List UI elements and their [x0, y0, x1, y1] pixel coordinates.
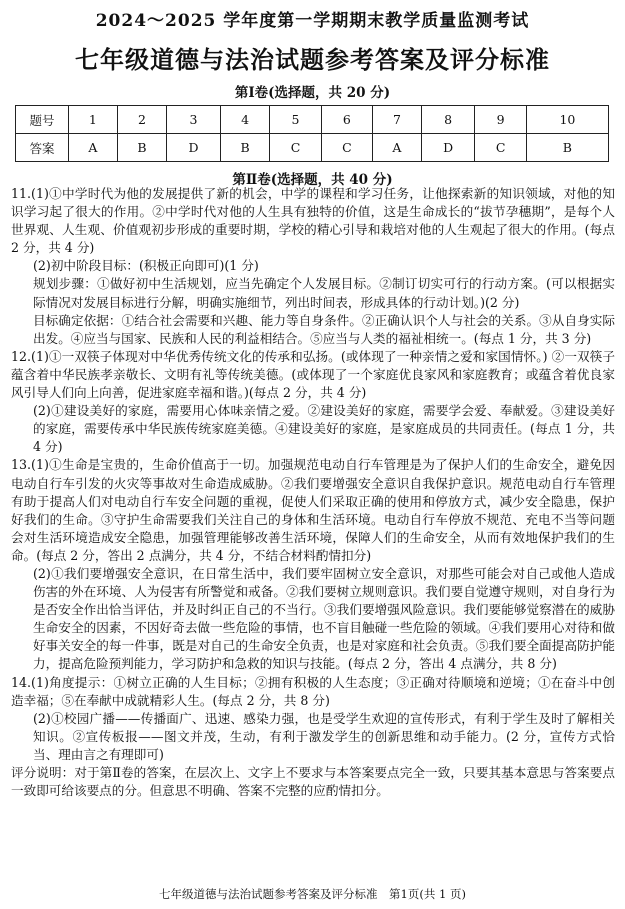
- scoring-note: 评分说明：对于第Ⅱ卷的答案，在层次上、文字上不要求与本答案要点完全一致，只要其基本意思与答案要点一致即可给该要点的分。但意思不明确、答案不完整的应酌情扣分。: [11, 765, 615, 799]
- q14-part1: [11, 674, 615, 710]
- q14-number: 14.: [11, 674, 32, 690]
- question-number: 9: [475, 106, 526, 134]
- q13-part1: [11, 456, 615, 565]
- q11-text-1: (1)①中学时代为他的发展提供了新的机会，中学的课程和学习任务，让他探索新的知识领域，对他的知识学习起了很大的作用。②中学时代对他的人生具有独特的价值，这是生命成长的“拔节孕穗期”，是每个人世界观、人生观、价值观初步形成的重要时期，学校的精心引导和栽培对他的人生观起了很大的作用。(每点 2 分，共 4 分): [11, 186, 615, 256]
- q11-number: 11.: [11, 186, 32, 201]
- question-number: 6: [321, 106, 372, 134]
- answer-cell: C: [475, 134, 526, 162]
- exam-title: 2024～2025 学年度第一学期期末教学质量监测考试: [95, 11, 530, 31]
- q12-number: 12.: [11, 348, 32, 364]
- answer-cell: D: [167, 134, 221, 162]
- document-title: 七年级道德与法治试题参考答案及评分标准: [75, 45, 550, 74]
- question-number: 3: [167, 106, 221, 134]
- question-number: 5: [270, 106, 321, 134]
- q14-part2: (2)①校园广播——传播面广、迅速、感染力强，也是受学生欢迎的宣传形式，有利于学生及时了解相关知识。②宣传板报——图文并茂，生动，有利于激发学生的创新思维和动手能力。(2 分，宣传方式恰当、理由言之有理即可): [33, 710, 615, 762]
- answer-cell: A: [373, 134, 422, 162]
- q12-part2: (2)①建设美好的家庭，需要用心体味亲情之爱。②建设美好的家庭，需要学会爱、奉献爱。③建设美好的家庭，需要传承中华民族传统家庭美德。④建设美好的家庭，是家庭成员的共同责任。(每点 1 分，共 4 分): [33, 403, 615, 455]
- question-number: 2: [117, 106, 166, 134]
- q11-part1: [11, 185, 615, 257]
- q13-text-1: (1)①生命是宝贵的，生命价值高于一切。加强规范电动自行车管理是为了保护人们的生命安全，避免因电动自行车引发的火灾等事故对生命造成威胁。②我们要增强安全意识自我保护意识。规范电动自行车管理有助于提高人们对电动自行车安全问题的重视，促使人们采取正确的使用和停放方式，减少安全隐患，保护好我们的生命。③守护生命需要我们关注自己的身体和生活环境。电动自行车停放不规范、充电不当等问题会对生活环境造成安全隐患，加强管理能够改善生活环境，保障人们的生命安全，从而有效地保护我们的生命。(每点 2 分，答出 2 点满分，共 4 分，不结合材料酌情扣分): [11, 457, 615, 563]
- answer-cell: C: [321, 134, 372, 162]
- part1-title: 第Ⅰ卷(选择题，共 20 分): [234, 85, 391, 101]
- question-number: 1: [69, 106, 118, 134]
- q13-number: 13.: [11, 457, 32, 473]
- answer-cell: B: [220, 134, 269, 162]
- q11-part2: (2)初中阶段目标：(积极正向即可)(1 分): [33, 258, 259, 274]
- question-number: 4: [220, 106, 269, 134]
- q14-text-1: (1)角度提示：①树立正确的人生目标；②拥有积极的人生态度；③正确对待顺境和逆境；①在奋斗中创造幸福；⑤在奉献中成就精彩人生。(每点 2 分，共 8 分): [11, 674, 615, 708]
- row-label-question: 题号: [16, 106, 69, 134]
- question-number: 8: [421, 106, 475, 134]
- q12-part1: [11, 348, 615, 402]
- question-number: 10: [526, 106, 608, 134]
- q12-text-1: (1)①一双筷子体现对中华优秀传统文化的传承和弘扬。(或体现了一种亲情之爱和家国情怀。) ②一双筷子蕴含着中华民族孝亲敬长、文明有礼等传统美德。(或体现了一个家庭优良家风和家庭教育；或蕴含着优良家风引导人们向上向善，促进家庭幸福和谐。)(每点 2 分，共 4 分): [11, 348, 615, 401]
- part2-answers: [11, 185, 615, 800]
- answer-cell: A: [69, 134, 118, 162]
- answer-cell: D: [421, 134, 475, 162]
- answer-cell: C: [270, 134, 321, 162]
- answer-cell: B: [526, 134, 608, 162]
- page-footer: 七年级道德与法治试题参考答案及评分标准 第1页(共 1 页): [159, 887, 466, 901]
- q11-part4: 目标确定依据：①结合社会需要和兴趣、能力等自身条件。②正确认识个人与社会的关系。③从自身实际出发。④应当与国家、民族和人民的利益相结合。⑤应当与人类的福祉相统一。(每点 1 分，共 3 分): [33, 312, 615, 346]
- q11-part3: 规划步骤：①做好初中生活规划，应当先确定个人发展目标。②制订切实可行的行动方案。(可以根据实际情况对发展目标进行分解，明确实施细节，列出时间表，形成具体的行动计划。)(2 分): [33, 276, 615, 310]
- row-label-answer: 答案: [16, 134, 69, 162]
- answer-cell: B: [117, 134, 166, 162]
- question-number-row: [16, 106, 609, 134]
- answer-table: [15, 105, 609, 162]
- answer-row: [16, 134, 609, 162]
- part2-title: 第Ⅱ卷(选择题，共 40 分): [232, 172, 393, 188]
- q13-part2: (2)①我们要增强安全意识，在日常生活中，我们要牢固树立安全意识，对那些可能会对自己或他人造成伤害的外在环境、人为侵害有所警觉和戒备。②我们要树立规则意识。我们要自觉遵守规则，对自身行为是否安全作出恰当评估，并及时纠正自己的不当行。③我们要增强风险意识。我们要能够觉察潜在的威胁生命安全的因素，不因好奇去做一些危险的事情，也不盲目触碰一些危险的领域。④我们要用心对待和做好事关安全的每一件事，既是对自己的生命安全负责，也是对家庭和社会负责。⑤我们要全面提高防护能力，提高危险预判能力，学习防护和急救的知识与技能。(每点 2 分，答出 4 点满分，共 8 分): [33, 565, 615, 672]
- question-number: 7: [373, 106, 422, 134]
